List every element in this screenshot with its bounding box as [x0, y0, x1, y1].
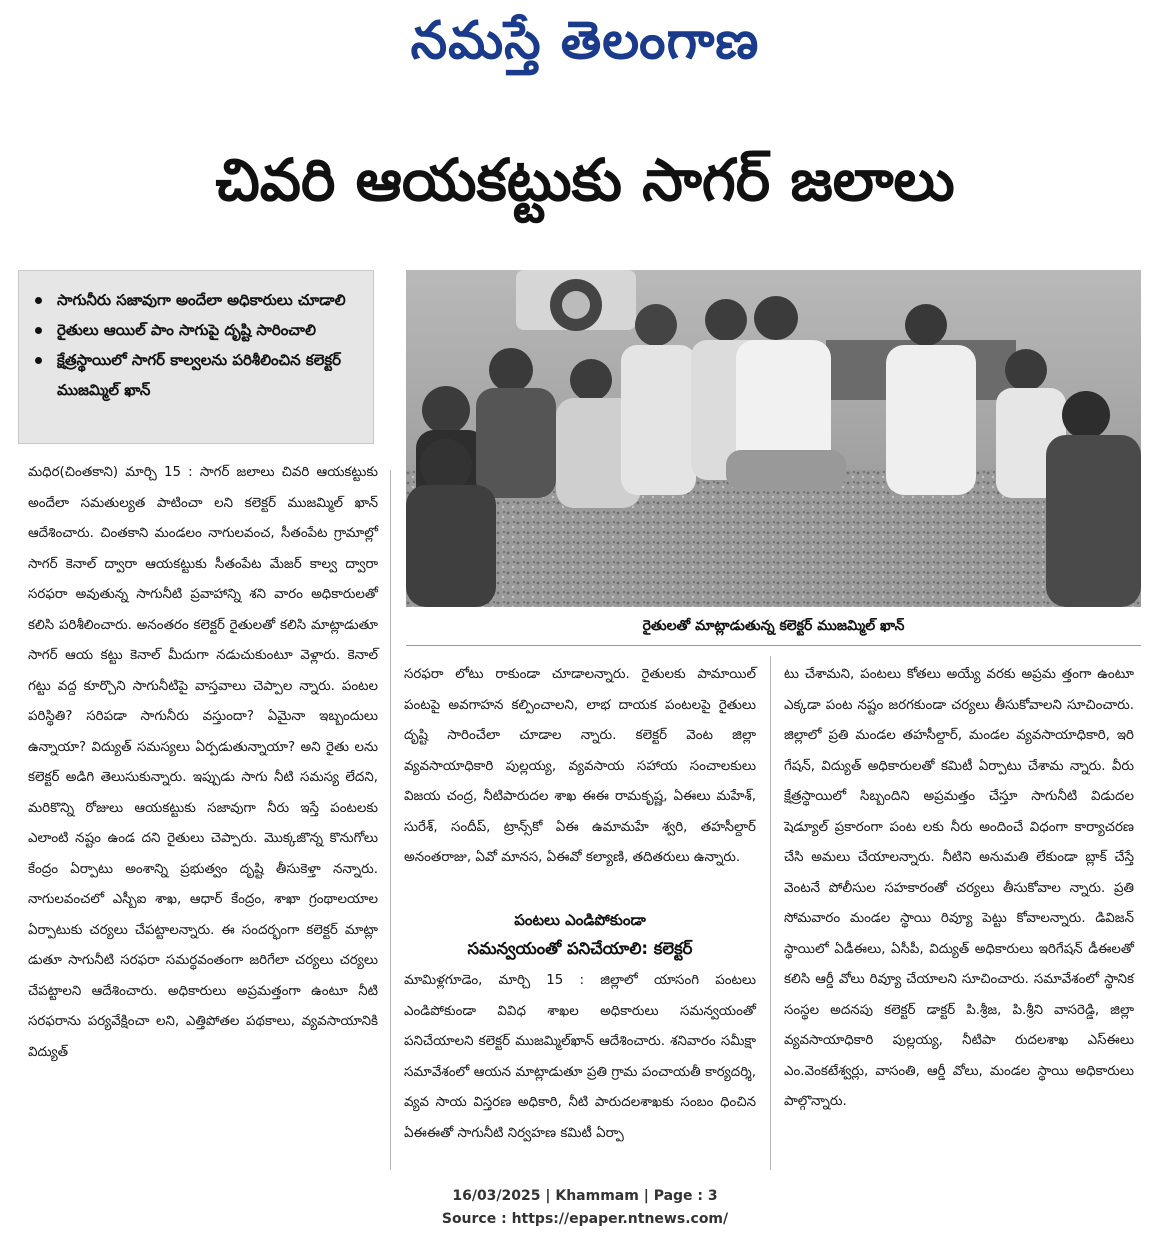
article-subheading [404, 906, 756, 964]
page-footer [0, 1185, 1170, 1231]
article-paragraph: టు చేశామని, పంటలు కోతలు అయ్యే వరకు అప్రమ త్తంగా ఉంటూ ఎక్కడా పంట నష్టం జరగకుండా చర్యలు తీసుకోవాలని సూచించారు. జిల్లాలో ప్రతి మండల తహసీల్దార్, మండల వ్యవసాయాధికారి, ఇరి గేషన్, విద్యుత్ అధికారులతో కమిటీ ఏర్పాటు చేశామ న్నారు. వీరు క్షేత్రస్థాయిలో సిబ్బందిని అప్రమత్తం చేస్తూ సాగునీటి విడుదల షెడ్యూల్ ప్రకారంగా పంట లకు నీరు అందించే విధంగా కార్యాచరణ చేసి అమలు చేయాలన్నారు. నీటిని అనుమతి లేకుండా బ్లాక్ చేస్తే వెంటనే పోలీసుల సహకారంతో చర్యలు తీసుకోవాల న్నారు. ప్రతి సోమవారం మండల స్థాయి రివ్యూ పెట్టు కోవాలన్నారు. డివిజన్ స్థాయిలో ఏడీఈలు, ఏసీపీ, విద్యుత్ అధికారులు ఇరిగేషన్ డీఈలతో కలిసి ఆర్డీ వోలు రివ్యూ చేయాలని సూచించారు. సమావేశంలో స్థానిక సంస్థల అదనపు కలెక్టర్ డాక్టర్ పి.శ్రీజ, పి.శ్రీని వాసరెడ్డి, జిల్లా వ్యవసాయాధికారి పుల్లయ్య, నీటిపా రుదలశాఖ ఎస్ఈలు ఎం.వెంకటేశ్వర్లు, వాసంతి, ఆర్డీ వోలు, మండల స్థాయి అధికారులు పాల్గొన్నారు. [784, 667, 1134, 1109]
bullet-icon [35, 327, 42, 334]
subheading-line-2: సమన్వయంతో పనిచేయాలి: కలెక్టర్ [467, 939, 693, 958]
article-column-3 [784, 660, 1134, 1118]
highlight-text: రైతులు ఆయిల్ పాం సాగుపై దృష్టి సారించాలి [57, 321, 316, 339]
subheading-line-1: పంటలు ఎండిపోకుండా [514, 911, 646, 929]
collector-with-farmers-photo [406, 270, 1141, 607]
bullet-icon [35, 297, 42, 304]
article-column-2 [404, 660, 756, 874]
highlight-item [31, 345, 365, 405]
article-paragraph: సరఫరా లోటు రాకుండా చూడాలన్నారు. రైతులకు పామాయిల్ పంటపై అవగాహన కల్పించాలని, లాభ దాయక పంటలపై రైతులు దృష్టి సారించేలా చూడాల న్నారు. కలెక్టర్ వెంట జిల్లా వ్యవసాయాధికారి పుల్లయ్య, వ్యవసాయ సహాయ సంచాలకులు విజయ చంద్ర, నీటిపారుదల శాఖ ఈఈ రామకృష్ణ, ఏఈలు మహేశ్, సురేశ్, సందీప్, ట్రాన్స్‌కో ఏఈ ఉమామహే శ్వరి, తహసీల్దార్ అనంతరాజు, ఏవో మానస, ఏఈవో కల్యాణి, తదితరులు ఉన్నారు. [404, 667, 756, 865]
article-column-2-continued [404, 966, 756, 1149]
highlight-item [31, 285, 365, 315]
column-divider [390, 470, 391, 1170]
footer-source: Source : https://epaper.ntnews.com/ [441, 1211, 729, 1227]
highlights-box [18, 270, 374, 444]
news-photo [406, 270, 1141, 607]
highlight-text: క్షేత్రస్థాయిలో సాగర్ కాల్వలను పరిశీలించిన కలెక్టర్ ముజమ్మిల్ ఖాన్ [57, 351, 342, 399]
bullet-icon [35, 357, 42, 364]
footer-date-edition: 16/03/2025 | Khammam | Page : 3 [452, 1188, 718, 1204]
article-paragraph: మధిర(చింతకాని) మార్చి 15 : సాగర్ జలాలు చివరి ఆయకట్టుకు అందేలా సమతుల్యత పాటించా లని కలెక్టర్ ముజమ్మిల్ ఖాన్ ఆదేశించారు. చింతకాని మండలం నాగులవంచ, సీతంపేట గ్రామాల్లో సాగర్ కెనాల్ ద్వారా ఆయకట్టుకు సీతంపేట మేజర్ కాల్వ ద్వారా సరఫరా అవుతున్న సాగునీటి ప్రవాహాన్ని శని వారం అధికారులతో కలిసి పరిశీలించారు. అనంతరం కలెక్టర్ రైతులతో కలిసి మాట్లాడుతూ సాగర్ ఆయ కట్టు కెనాల్ మీదుగా నడుచుకుంటూ వెళ్లారు. కెనాల్ గట్టు వద్ద కూర్చొని సాగునీటిపై వాస్తవాలు చెప్పాల న్నారు. పంటల పరిస్థితి? సరిపడా సాగునీరు వస్తుందా? ఏమైనా ఇబ్బందులు ఉన్నాయా? విద్యుత్ సమస్యలు ఏర్పడుతున్నాయా? అని రైతు లను కలెక్టర్ అడిగి తెలుసుకున్నారు. ఇప్పుడు సాగు నీటి సమస్య లేదని, మరికొన్ని రోజులు ఆయకట్టుకు సజావుగా నీరు ఇస్తే పంటలకు ఎలాంటి నష్టం ఉండ దని రైతులు చెప్పారు. మొక్కజొన్న కొనుగోలు కేంద్రం ఏర్పాటు అంశాన్ని ప్రభుత్వం దృష్టి తీసుకెళ్తా నన్నారు. నాగులవంచలో ఎస్బీఐ శాఖ, ఆధార్ కేంద్రం, శాఖా గ్రంథాలయాల ఏర్పాటుకు చర్యలు చేపట్టాలన్నారు. ఈ సందర్భంగా కలెక్టర్ మాట్లా డుతూ సాగునీటి సరఫరా సమర్థవంతంగా జరిగేలా చర్యలు చర్యలు చేపట్టాలని ఆదేశించారు. అధికారులు అప్రమత్తంగా ఉంటూ నీటి సరఫరాను పర్యవేక్షించా లని, ఎత్తిపోతల పథకాలు, వ్యవసాయానికి విద్యుత్ [28, 465, 378, 1060]
photo-caption: రైతులతో మాట్లాడుతున్న కలెక్టర్ ముజమ్మిల్ ఖాన్ [642, 618, 905, 634]
highlight-text: సాగునీరు సజావుగా అందేలా అధికారులు చూడాలి [57, 291, 346, 309]
article-column-1 [28, 458, 378, 1068]
caption-divider [406, 645, 1141, 646]
article-headline: చివరి ఆయకట్టుకు సాగర్ జలాలు [215, 146, 955, 214]
column-divider [770, 656, 771, 1170]
newspaper-masthead: నమస్తే తెలంగాణ [410, 11, 760, 71]
article-paragraph: మామిళ్లగూడెం, మార్చి 15 : జిల్లాలో యాసంగి పంటలు ఎండిపోకుండా వివిధ శాఖల అధికారులు సమన్వయంతో పనిచేయాలని కలెక్టర్ ముజమ్మిల్‌ఖాన్ ఆదేశించారు. శనివారం సమీక్షా సమావేశంలో ఆయన మాట్లాడుతూ ప్రతి గ్రామ పంచాయతీ కార్యదర్శి, వ్యవ సాయ విస్తరణ అధికారి, నీటి పారుదలశాఖకు సంబం ధించిన ఏఈఈతో సాగునీటి నిర్వహణ కమిటీ ఏర్పా [404, 973, 756, 1141]
highlight-item [31, 315, 365, 345]
